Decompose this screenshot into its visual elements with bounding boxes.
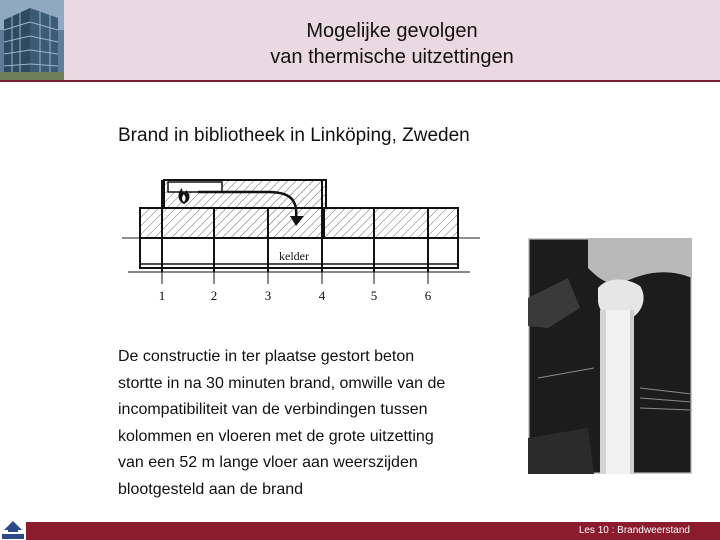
footer-course-label: Les 10 : Brandweerstand	[578, 525, 690, 536]
title-line-2: van thermische uitzettingen	[270, 46, 514, 68]
slide-title	[64, 18, 720, 70]
description-line-6: blootgesteld aan de brand	[118, 480, 304, 498]
description-line-4: kolommen en vloeren met de grote uitzetting	[118, 427, 434, 445]
description-line-2: stortte in na 30 minuten brand, omwille van de	[118, 374, 446, 392]
slide-subtitle: Brand in bibliotheek in Linköping, Zweden	[118, 125, 470, 146]
title-line-1: Mogelijke gevolgen	[306, 20, 478, 42]
description-text	[118, 344, 518, 503]
axis-label-3: 3	[264, 288, 272, 303]
collapsed-column-photo	[528, 238, 692, 474]
description-line-5: van een 52 m lange vloer aan weerszijden	[118, 454, 418, 471]
building-photo	[0, 0, 64, 80]
description-line-3: incompatibiliteit van de verbindingen tussen	[118, 401, 428, 418]
description-line-1: De constructie in ter plaatse gestort beton	[118, 348, 415, 365]
footer-bar	[26, 522, 720, 540]
building-section-drawing	[118, 172, 480, 308]
febe-logo	[0, 518, 26, 540]
axis-label-2: 2	[210, 288, 218, 303]
axis-label-6: 6	[424, 288, 432, 303]
axis-label-4: 4	[318, 288, 326, 303]
axis-label-5: 5	[370, 288, 378, 303]
axis-label-1: 1	[158, 288, 166, 303]
slide-header	[0, 0, 720, 82]
kelder-label: kelder	[279, 249, 309, 263]
